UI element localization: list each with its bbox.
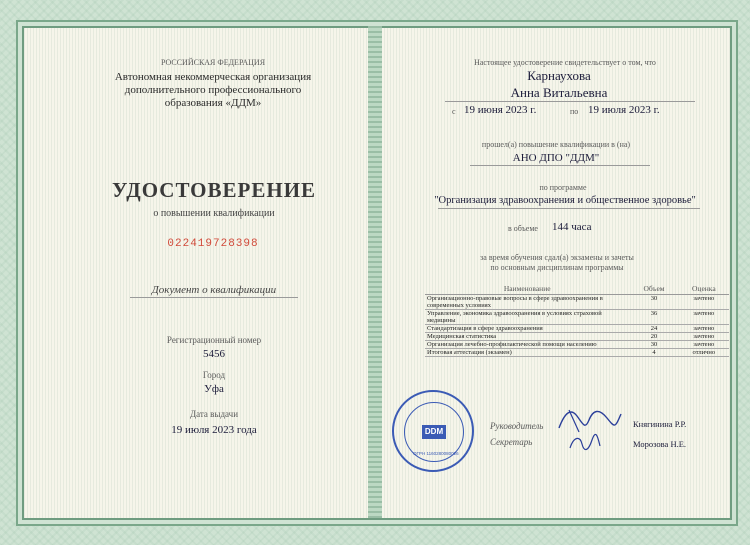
name-underline bbox=[445, 101, 695, 102]
subject-name: Стандартизация в сфере здравоохранения bbox=[425, 325, 629, 333]
organization-stamp bbox=[392, 390, 474, 472]
table-header-row bbox=[425, 283, 729, 295]
program-label: по программе bbox=[539, 183, 587, 192]
secretary-label: Секретарь bbox=[490, 437, 533, 447]
given-names: Анна Витальевна bbox=[510, 85, 608, 100]
exams-line-1: за время обучения сдал(а) экзамены и зачеты bbox=[480, 253, 634, 262]
certificate-subtitle: о повышении квалификации bbox=[153, 208, 275, 219]
organization-underline bbox=[470, 165, 650, 166]
org-line-3: образования «ДДМ» bbox=[164, 97, 262, 109]
reg-number: 5456 bbox=[203, 348, 225, 360]
serial-number: 022419728398 bbox=[167, 238, 259, 250]
city: Уфа bbox=[204, 383, 224, 395]
table-row bbox=[425, 295, 729, 310]
from-date: 19 июня 2023 г. bbox=[464, 104, 537, 116]
intro-text: Настоящее удостоверение свидетельствует о том, что bbox=[474, 58, 656, 67]
program-name: "Организация здравоохранения и общественное здоровье" bbox=[434, 195, 696, 206]
subject-grade: зачтено bbox=[679, 341, 729, 349]
table-row bbox=[425, 333, 729, 341]
subject-hours: 4 bbox=[629, 349, 678, 357]
stamp-ogrn: ОГРН 1160280080026 bbox=[413, 451, 459, 456]
subject-grade: зачтено bbox=[679, 325, 729, 333]
surname: Карнаухова bbox=[527, 68, 591, 83]
document-type-underline bbox=[130, 297, 298, 298]
secretary-name: Морозова Н.Е. bbox=[633, 439, 687, 449]
org-line-1: Автономная некоммерческая организация bbox=[114, 71, 312, 83]
subject-name: Управление, экономика здравоохранения в условиях страховой медицины bbox=[425, 310, 629, 325]
head-signature bbox=[555, 402, 625, 436]
subject-name: Медицинская статистика bbox=[425, 333, 629, 341]
org-line-2: дополнительного профессионального bbox=[124, 84, 302, 96]
volume-hours: 144 часа bbox=[552, 221, 592, 233]
table-row bbox=[425, 349, 729, 357]
ddm-logo: DDM bbox=[422, 425, 446, 439]
subject-grade: зачтено bbox=[679, 310, 729, 325]
reg-number-label: Регистрационный номер bbox=[166, 335, 262, 345]
passed-text: прошел(а) повышение квалификации в (на) bbox=[481, 140, 631, 149]
to-label: по bbox=[570, 107, 579, 116]
to-date: 19 июля 2023 г. bbox=[588, 104, 660, 116]
program-underline bbox=[438, 208, 700, 209]
secretary-signature bbox=[566, 432, 602, 454]
column-header-hours: Объем bbox=[629, 283, 678, 295]
center-ornament-divider bbox=[368, 26, 382, 518]
from-label: с bbox=[452, 107, 456, 116]
issue-date: 19 июля 2023 года bbox=[171, 424, 257, 436]
subject-hours: 30 bbox=[629, 341, 678, 349]
subject-grade: зачтено bbox=[679, 333, 729, 341]
head-label: Руководитель bbox=[490, 421, 544, 431]
subjects-table bbox=[425, 283, 729, 357]
stamp-inner-ring bbox=[404, 402, 464, 462]
subject-grade: отлично bbox=[679, 349, 729, 357]
subject-grade: зачтено bbox=[679, 295, 729, 310]
certificate-title: УДОСТОВЕРЕНИЕ bbox=[111, 178, 317, 202]
city-label: Город bbox=[202, 370, 226, 380]
subject-name: Организация лечебно-профилактической помощи населению bbox=[425, 341, 629, 349]
subject-hours: 20 bbox=[629, 333, 678, 341]
subject-hours: 24 bbox=[629, 325, 678, 333]
exams-line-2: по основным дисциплинам программы bbox=[490, 263, 624, 272]
subject-hours: 30 bbox=[629, 295, 678, 310]
column-header-grade: Оценка bbox=[679, 283, 729, 295]
document-type: Документ о квалификации bbox=[151, 284, 277, 296]
subject-hours: 36 bbox=[629, 310, 678, 325]
organization-name: АНО ДПО "ДДМ" bbox=[512, 152, 600, 164]
table-row bbox=[425, 341, 729, 349]
table-row bbox=[425, 310, 729, 325]
volume-label: в объеме bbox=[508, 224, 538, 233]
issue-date-label: Дата выдачи bbox=[189, 409, 239, 419]
country-label: РОССИЙСКАЯ ФЕДЕРАЦИЯ bbox=[160, 58, 266, 67]
subject-name: Итоговая аттестация (экзамен) bbox=[425, 349, 629, 357]
table-row bbox=[425, 325, 729, 333]
column-header-name: Наименование bbox=[425, 283, 629, 295]
subject-name: Организационно-правовые вопросы в сфере здравоохранения в современных условиях bbox=[425, 295, 629, 310]
head-name: Княгинина Р.Р. bbox=[633, 419, 687, 429]
